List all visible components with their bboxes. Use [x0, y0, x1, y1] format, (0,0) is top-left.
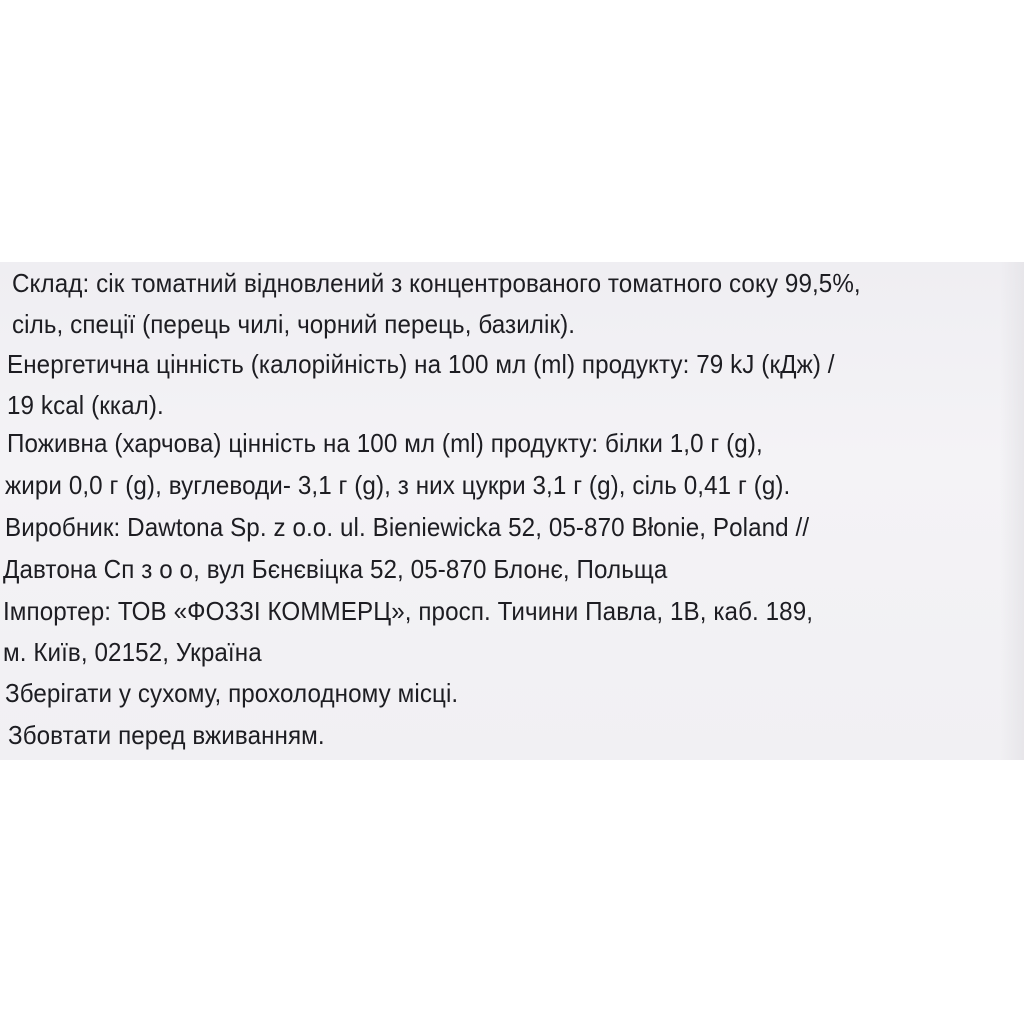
- importer-line-2: м. Київ, 02152, Україна: [3, 637, 262, 667]
- ingredients-line-1: Склад: сік томатний відновлений з концентрованого томатного соку 99,5%,: [12, 268, 861, 298]
- importer-line-1: Імпортер: ТОВ «ФОЗЗІ КОММЕРЦ», просп. Тичини Павла, 1В, каб. 189,: [3, 596, 814, 626]
- nutrition-line-1: Поживна (харчова) цінність на 100 мл (ml) продукту: білки 1,0 г (g),: [7, 428, 763, 458]
- manufacturer-line-1: Виробник: Dawtona Sp. z o.o. ul. Bieniewicka 52, 05-870 Błonie, Poland //: [5, 512, 810, 542]
- manufacturer-line-2: Давтона Сп з о о, вул Бєнєвіцка 52, 05-870 Блонє, Польща: [3, 554, 668, 584]
- label-text-block: [0, 262, 1024, 760]
- storage-instructions: Зберігати у сухому, прохолодному місці.: [5, 678, 459, 708]
- shake-instructions: Збовтати перед вживанням.: [8, 720, 325, 750]
- ingredients-line-2: сіль, спеції (перець чилі, чорний перець, базилік).: [12, 309, 576, 339]
- energy-value-line-2: 19 kcal (ккал).: [7, 390, 164, 420]
- label-edge-shadow: [1000, 262, 1024, 760]
- nutrition-line-2: жири 0,0 г (g), вуглеводи- 3,1 г (g), з них цукри 3,1 г (g), сіль 0,41 г (g).: [5, 470, 791, 500]
- product-label: [0, 262, 1024, 760]
- energy-value-line-1: Енергетична цінність (калорійність) на 100 мл (ml) продукту: 79 kJ (кДж) /: [7, 349, 835, 379]
